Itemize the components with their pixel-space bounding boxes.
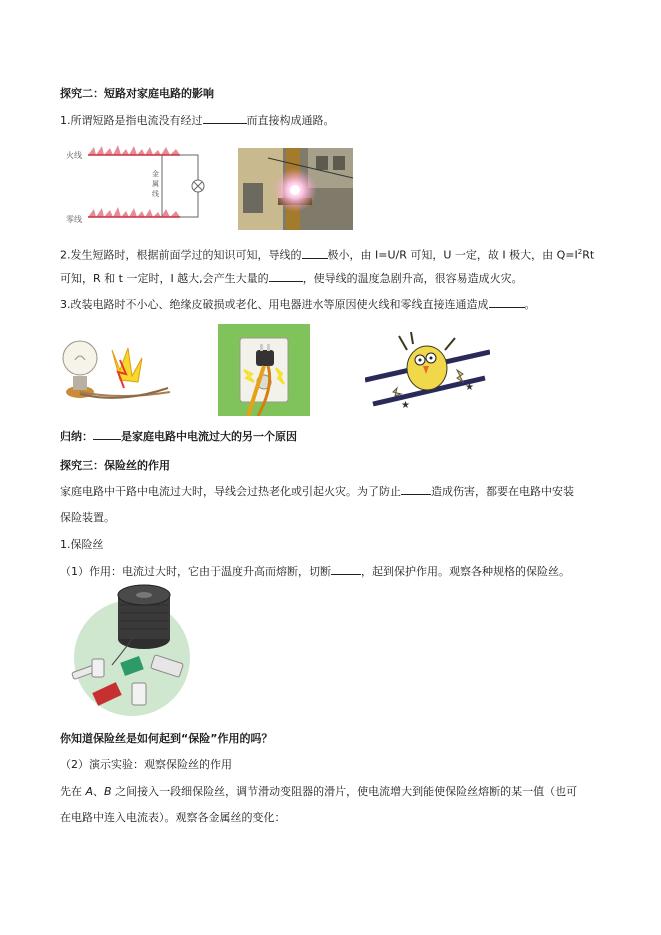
intro-text-1b: 造成伤害，都要在电路中安装 — [431, 485, 574, 498]
q2-text-1c: Rt — [582, 248, 595, 262]
q3-line — [60, 297, 536, 312]
section2-heading: 探究二：短路对家庭电路的影响 — [60, 87, 214, 100]
neutral-wire-flames — [88, 207, 180, 217]
summary-prefix: 归纳： — [60, 430, 93, 443]
demo-text-line1 — [60, 784, 577, 799]
live-wire-label: 火线 — [66, 151, 82, 160]
q2-line1 — [60, 245, 594, 263]
short-circuit-diagram — [60, 143, 210, 225]
svg-text:★: ★ — [401, 400, 410, 411]
q2-text-1b: 极小，由 I=U/R 可知，U 一定，故 I 极大，由 Q=I — [327, 248, 578, 262]
q2-text-2a: 可知，R 和 t 一定时，I 越大,会产生大量的 — [60, 272, 269, 285]
func-blank — [331, 564, 361, 575]
point-a-label: A — [85, 785, 94, 798]
intro-line2: 保险装置。 — [60, 511, 115, 524]
bird-on-wires-illustration — [365, 330, 490, 412]
metal-wire-label-1: 金 — [152, 170, 159, 178]
fuse-function-line — [60, 564, 570, 579]
fuse-question: 你知道保险丝是如何起到“保险”作用的吗？ — [60, 732, 273, 745]
demo-text-line2: 在电路中连入电流表）。观察各金属丝的变化： — [60, 811, 286, 824]
live-wire-flames — [88, 145, 180, 155]
q1-text-before: 1.所谓短路是指电流没有经过 — [60, 114, 203, 127]
neutral-wire-label: 零线 — [66, 215, 82, 224]
metal-wire-label-2: 属 — [152, 180, 159, 188]
demo-text-1b: 之间接入一段细保险丝，调节滑动变阻器的滑片，使电流增大到能使保险丝熔断的某一值（也可 — [111, 785, 578, 798]
item1-title: 1.保险丝 — [60, 538, 104, 551]
q1-text-after: 而直接构成通路。 — [246, 114, 335, 127]
fuse-varieties-illustration — [62, 583, 197, 718]
q3-text-before: 3.改装电路时不小心、绝缘皮破损或老化、用电器进水等原因使火线和零线直接连通造成 — [60, 298, 489, 311]
wet-socket-illustration — [218, 324, 310, 416]
intro-line1 — [60, 484, 574, 499]
bulb-short-circuit-illustration — [60, 330, 175, 410]
demo-separator: 、 — [93, 785, 105, 798]
svg-text:★: ★ — [465, 382, 474, 393]
q2-line2 — [60, 271, 523, 286]
func-text-before: （1）作用：电流过大时，它由于温度升高而熔断，切断 — [60, 565, 331, 578]
summary-blank — [93, 429, 121, 440]
q2-text-1a: 2.发生短路时，根据前面学过的知识可知，导线的 — [60, 248, 302, 262]
q2-blank-heat — [269, 271, 303, 282]
intro-blank — [401, 484, 431, 495]
q2-text-2b: ，使导线的温度急剧升高，很容易造成火灾。 — [302, 272, 523, 285]
section3-heading: 探究三：保险丝的作用 — [60, 459, 170, 472]
q2-superscript: 2 — [577, 248, 583, 256]
q2-blank-resistance — [302, 248, 328, 259]
summary-line — [60, 429, 297, 444]
demo-text-1a: 先在 — [60, 785, 86, 798]
spark-photo — [238, 148, 353, 230]
q3-text-after: 。 — [524, 298, 536, 311]
func-text-after: ，起到保护作用。观察各种规格的保险丝。 — [361, 565, 570, 578]
summary-text: 是家庭电路中电流过大的另一个原因 — [121, 430, 297, 443]
metal-wire-label-3: 线 — [152, 190, 159, 198]
demo-title: （2）演示实验：观察保险丝的作用 — [60, 758, 232, 771]
intro-text-1a: 家庭电路中干路中电流过大时，导线会过热老化或引起火灾。为了防止 — [60, 485, 401, 498]
q1-line — [60, 113, 335, 128]
point-b-label: B — [104, 785, 112, 798]
q1-blank — [203, 113, 247, 124]
q3-blank — [489, 297, 525, 308]
